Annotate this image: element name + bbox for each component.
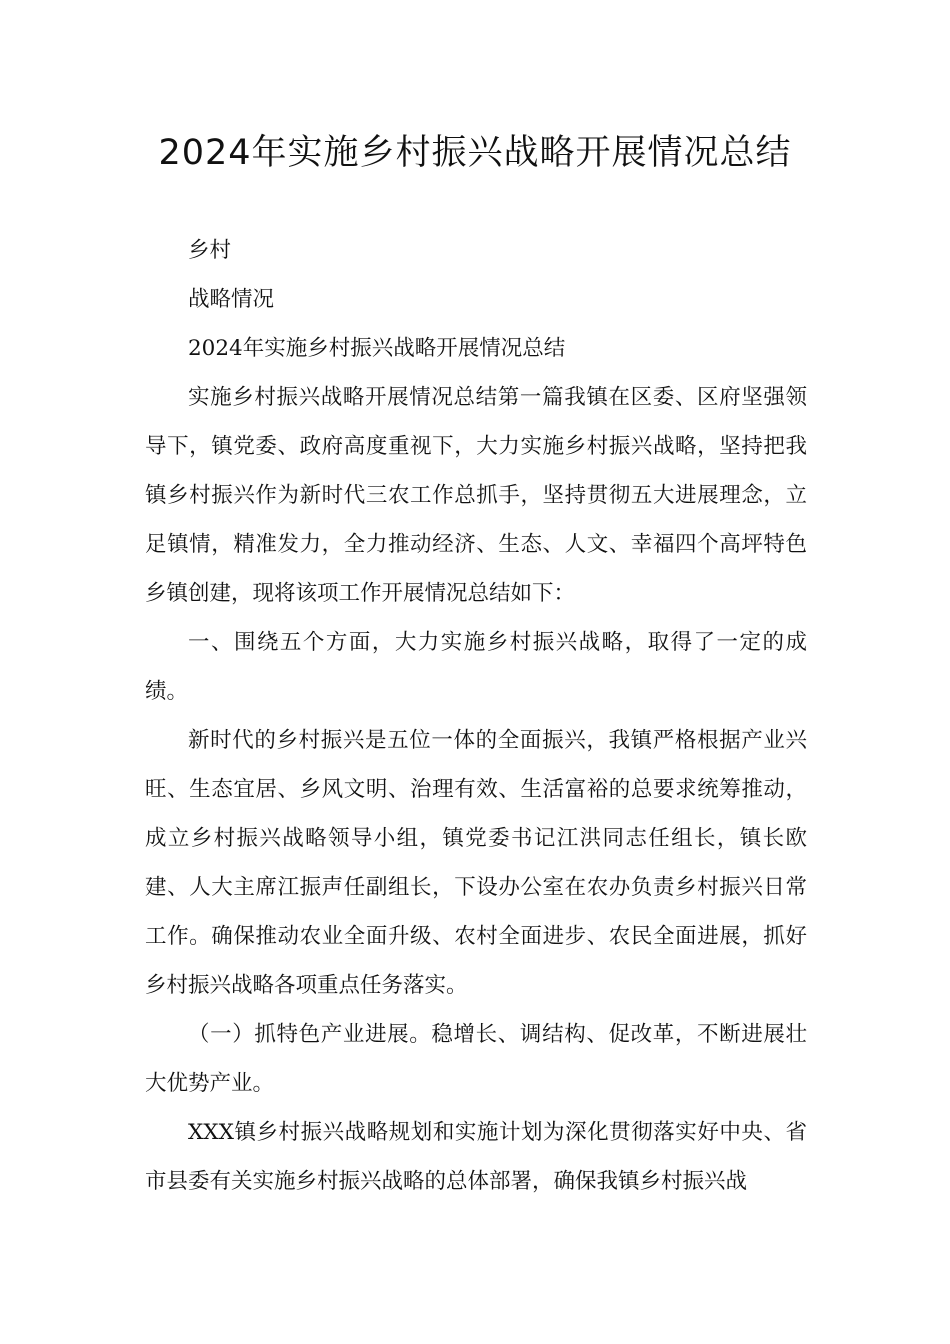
paragraph-body: 新时代的乡村振兴是五位一体的全面振兴，我镇严格根据产业兴旺、生态宜居、乡风文明、治理有效、生活富裕的总要求统筹推动，成立乡村振兴战略领导小组，镇党委书记江洪同志任组长，镇长欧建、人大主席江振声任副组长，下设办公室在农办负责乡村振兴日常工作。确保推动农业全面升级、农村全面进步、农民全面进展，抓好乡村振兴战略各项重点任务落实。 <box>145 728 807 998</box>
paragraph-keyword-2: 战略情况 <box>188 287 275 312</box>
paragraph-section-heading-1: 一、围绕五个方面，大力实施乡村振兴战略，取得了一定的成绩。 <box>145 630 807 704</box>
document-body <box>145 226 807 1206</box>
document-title: 2024年实施乡村振兴战略开展情况总结 <box>158 133 792 173</box>
paragraph-keyword-1: 乡村 <box>188 238 232 263</box>
paragraph-intro: 实施乡村振兴战略开展情况总结第一篇我镇在区委、区府坚强领导下，镇党委、政府高度重视下，大力实施乡村振兴战略，坚持把我镇乡村振兴作为新时代三农工作总抓手，坚持贯彻五大进展理念，立足镇情，精准发力，全力推动经济、生态、人文、幸福四个高坪特色乡镇创建，现将该项工作开展情况总结如下： <box>145 385 807 606</box>
paragraph-subtitle: 2024年实施乡村振兴战略开展情况总结 <box>188 336 566 361</box>
paragraph-subsection-heading-1: （一）抓特色产业进展。稳增长、调结构、促改革，不断进展壮大优势产业。 <box>145 1022 807 1096</box>
paragraph-body: XXX镇乡村振兴战略规划和实施计划为深化贯彻落实好中央、省市县委有关实施乡村振兴战略的总体部署，确保我镇乡村振兴战 <box>145 1120 807 1194</box>
